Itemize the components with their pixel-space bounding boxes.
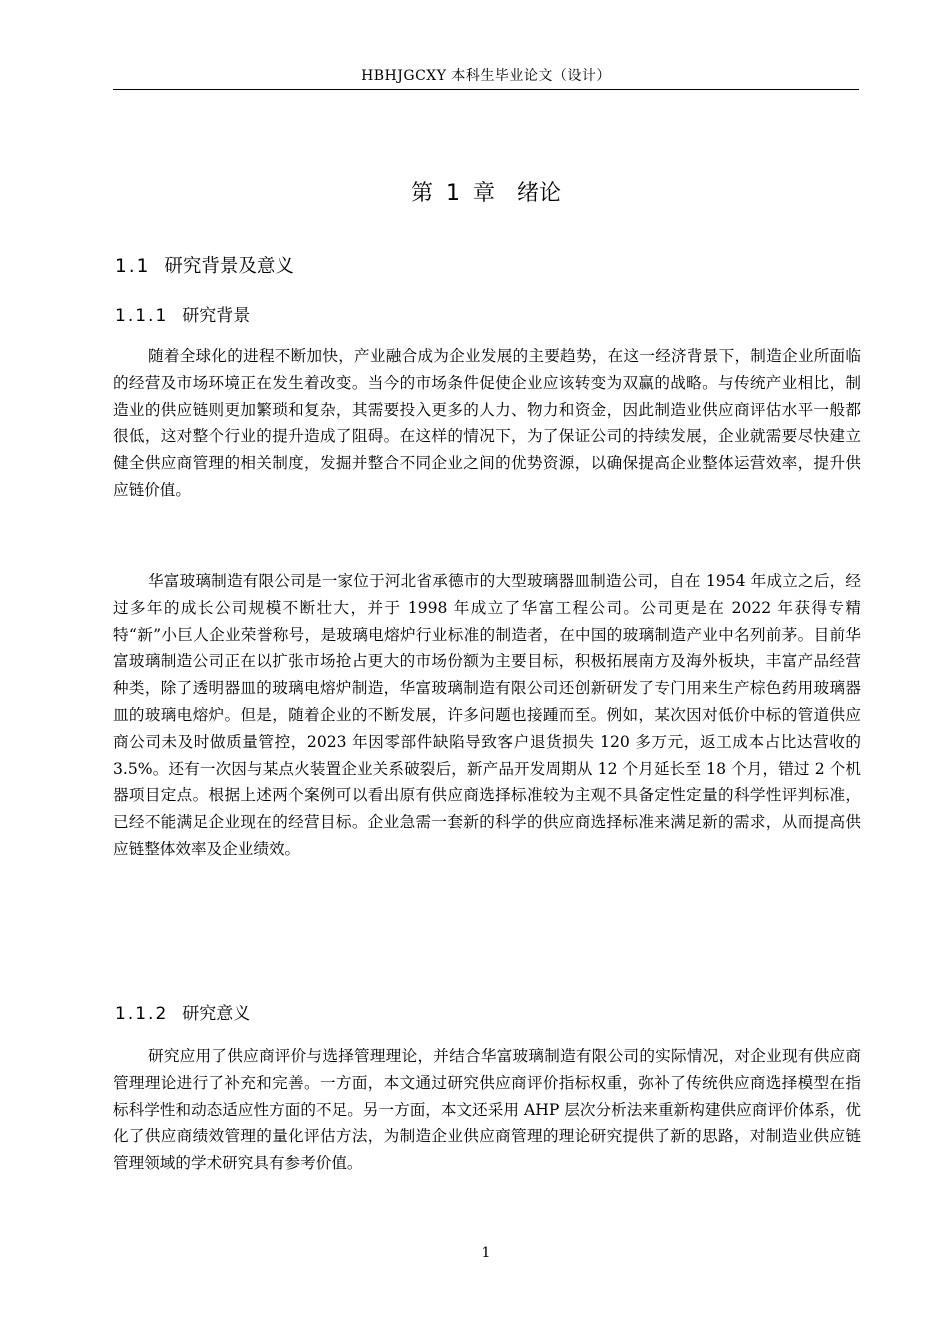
section-heading-1-1-2 (115, 1001, 250, 1027)
section-heading-1-1-1 (115, 303, 250, 329)
header-rule (113, 89, 859, 90)
running-header: HBHJGCXY 本科生毕业论文（设计） (361, 68, 611, 84)
section-title: 研究背景及意义 (164, 256, 294, 277)
body-paragraph: 研究应用了供应商评价与选择管理理论，并结合华富玻璃制造有限公司的实际情况，对企业现有供应商管理理论进行了补充和完善。一方面，本文通过研究供应商评价指标权重，弥补了传统供应商选择模型在指标科学性和动态适应性方面的不足。另一方面，本文还采用 AHP 层次分析法来重新构建供应商评价体系，优化了供应商绩效管理的量化评估方法，为制造企业供应商管理的理论研究提供了新的思路，对制造业供应链管理领域的学术研究具有参考价值。 (113, 1047, 861, 1173)
body-paragraph: 华富玻璃制造有限公司是一家位于河北省承德市的大型玻璃器皿制造公司，自在 1954 年成立之后，经过多年的成长公司规模不断壮大，并于 1998 年成立了华富工程公司。公司更是在 2022 年获得专精特“新”小巨人企业荣誉称号，是玻璃电熔炉行业标准的制造者，在中国的玻璃制造产业中名列前茅。目前华富玻璃制造公司正在以扩张市场抢占更大的市场份额为主要目标，积极拓展南方及海外板块，丰富产品经营种类，除了透明器皿的玻璃电熔炉制造，华富玻璃制造有限公司还创新研发了专门用来生产棕色药用玻璃器皿的玻璃电熔炉。但是，随着企业的不断发展，许多问题也接踵而至。例如，某次因对低价中标的管道供应商公司未及时做质量管控，2023 年因零部件缺陷导致客户退货损失 120 多万元，返工成本占比达营收的 3.5%。还有一次因与某点火装置企业关系破裂后，新产品开发周期从 12 个月延长至 18 个月，错过 2 个机器项目定点。根据上述两个案例可以看出原有供应商选择标准较为主观不具备定性定量的科学性评判标准，已经不能满足企业现在的经营目标。企业急需一套新的科学的供应商选择标准来满足新的需求，从而提高供应链整体效率及企业绩效。 (113, 572, 861, 858)
section-heading-1-1 (115, 253, 294, 281)
page-number: 1 (481, 1245, 491, 1261)
section-number: 1.1.1 (115, 306, 169, 326)
section-title: 研究背景 (182, 306, 251, 326)
section-title: 研究意义 (182, 1004, 251, 1024)
section-number: 1.1 (115, 256, 151, 277)
section-number: 1.1.2 (115, 1004, 169, 1024)
body-paragraph: 随着全球化的进程不断加快，产业融合成为企业发展的主要趋势，在这一经济背景下，制造企业所面临的经营及市场环境正在发生着改变。当今的市场条件促使企业应该转变为双赢的战略。与传统产业相比，制造业的供应链则更加繁琐和复杂，其需要投入更多的人力、物力和资金，因此制造业供应商评估水平一般都很低，这对整个行业的提升造成了阻碍。在这样的情况下，为了保证公司的持续发展，企业就需要尽快建立健全供应商管理的相关制度，发掘并整合不同企业之间的优势资源，以确保提高企业整体运营效率，提升供应链价值。 (113, 347, 861, 499)
chapter-title: 第 1 章 绪论 (411, 181, 561, 206)
